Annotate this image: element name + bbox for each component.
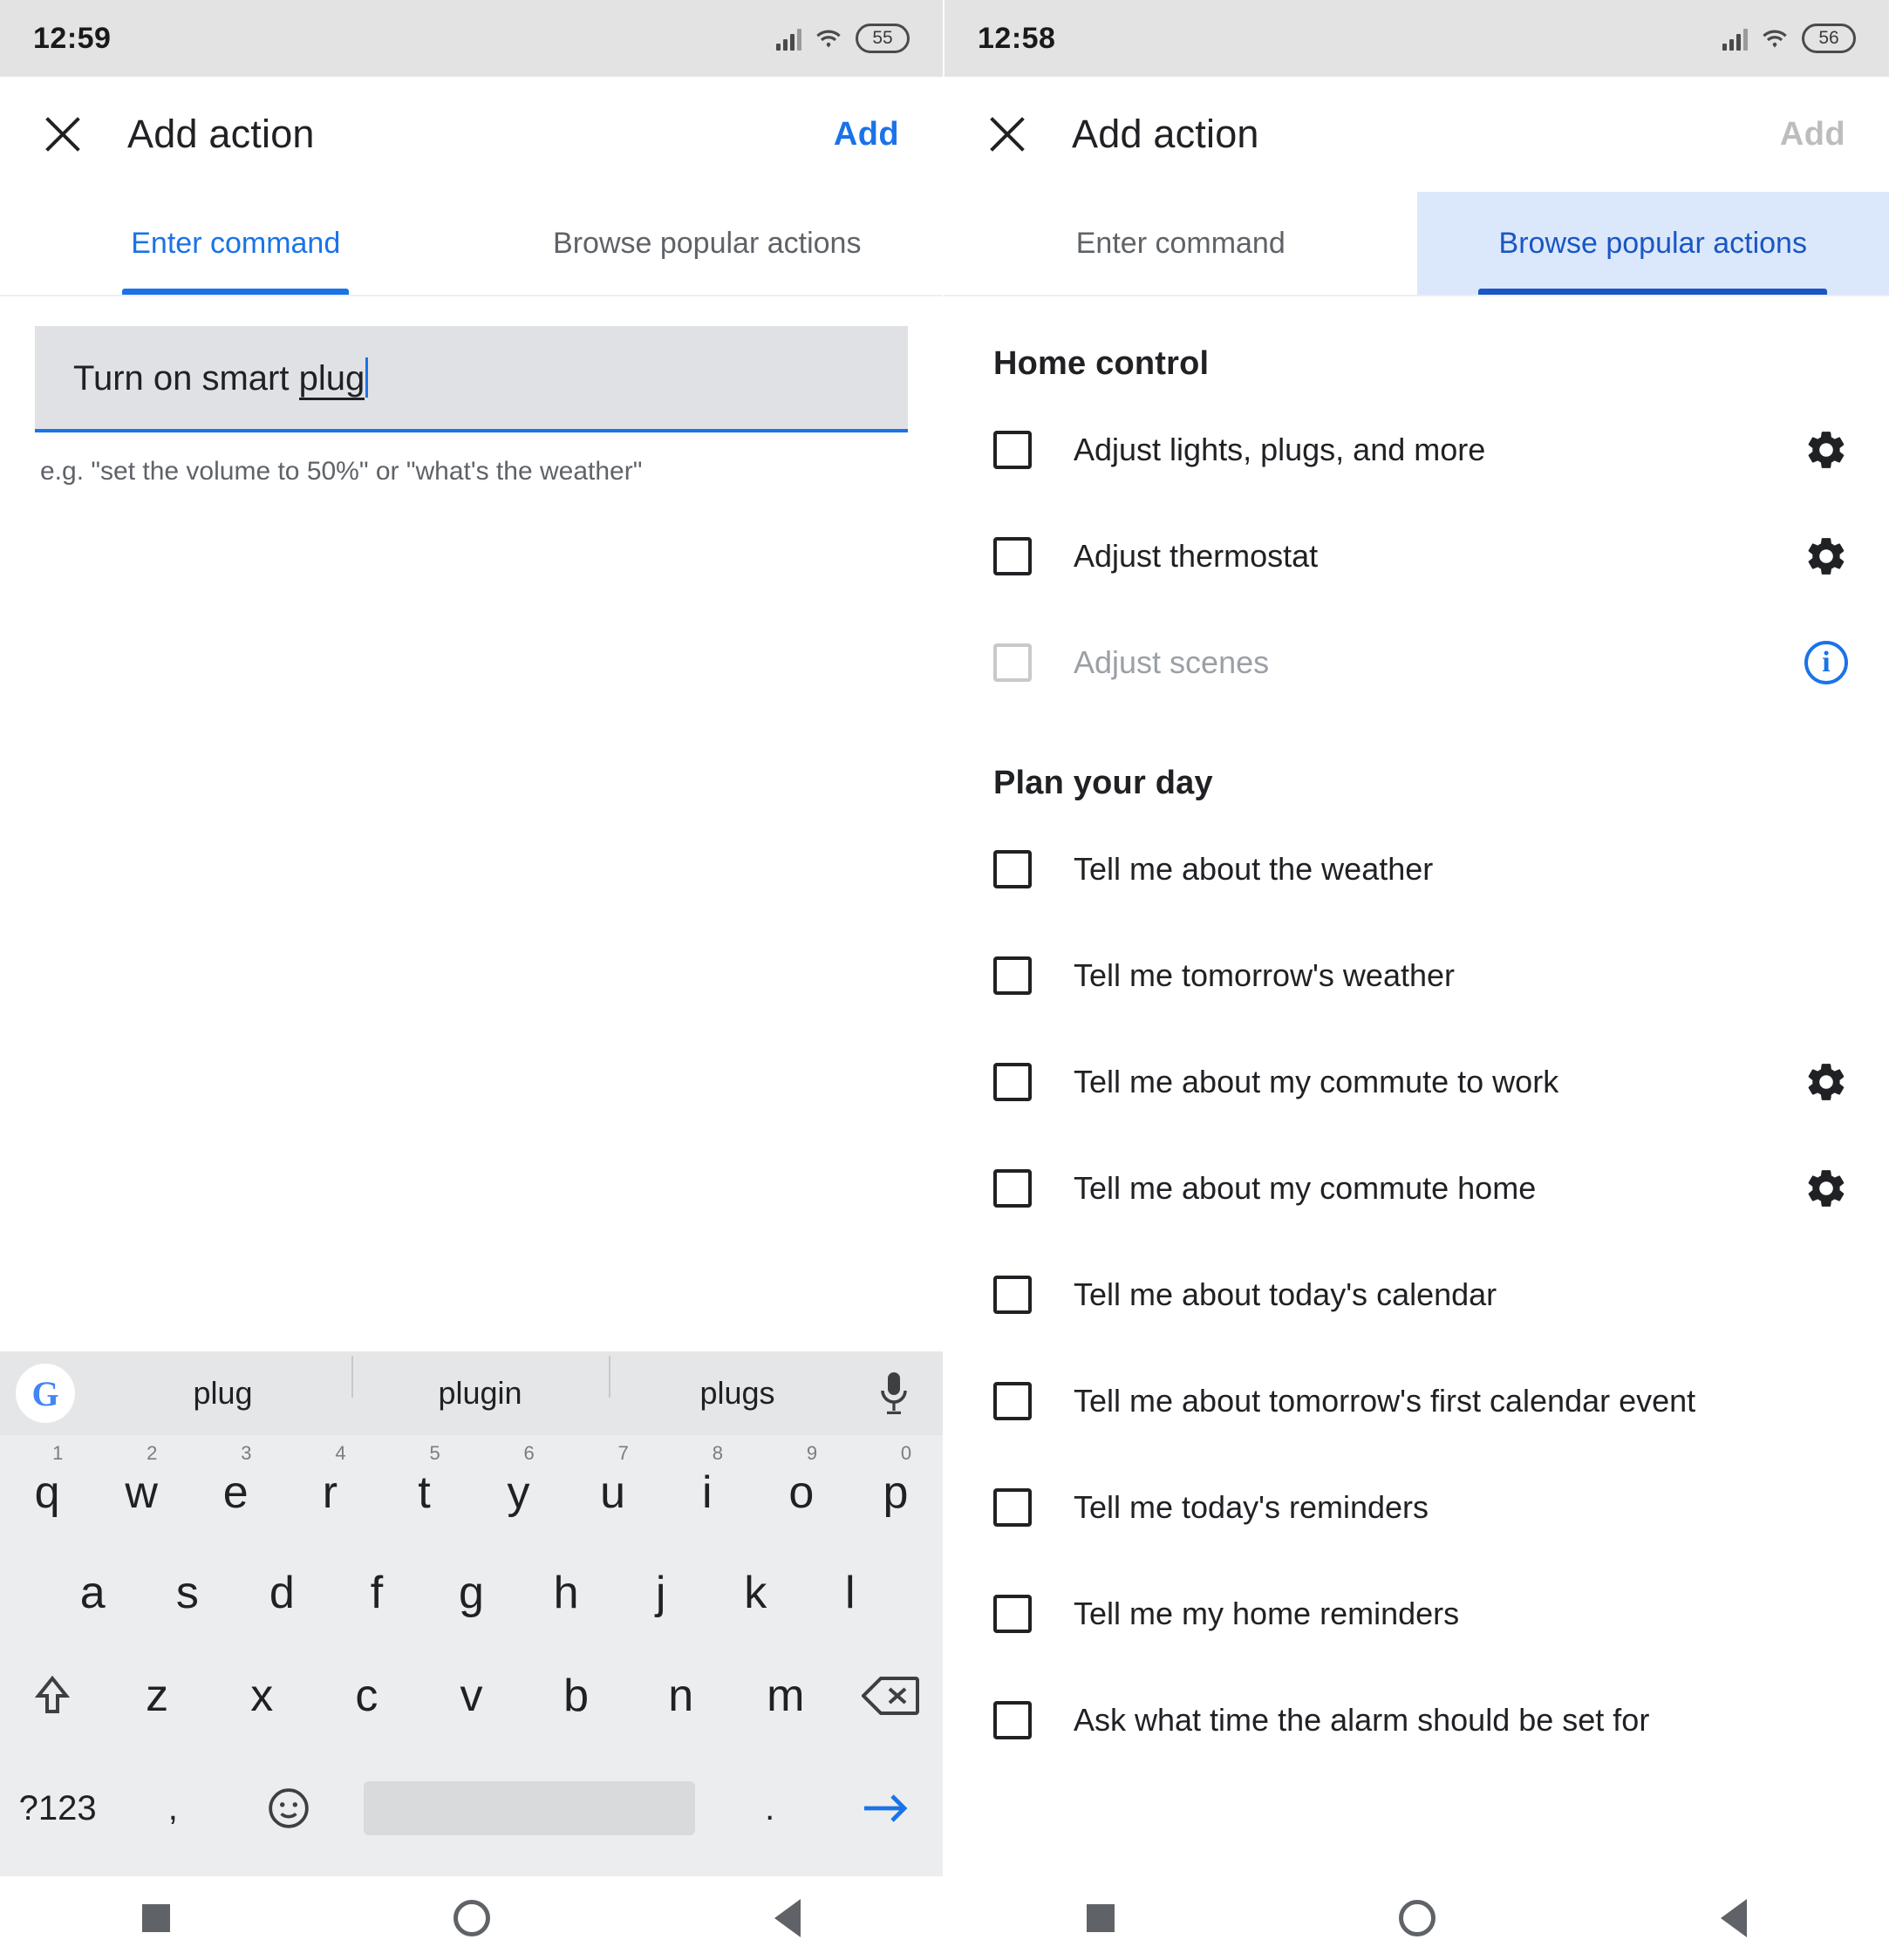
screen-browse-popular-actions bbox=[944, 0, 1889, 1960]
space-bar[interactable] bbox=[346, 1747, 713, 1869]
add-button[interactable]: Add bbox=[833, 115, 899, 153]
tab-label: Enter command bbox=[131, 226, 341, 260]
tab-browse-popular-actions[interactable] bbox=[472, 192, 944, 295]
key-i[interactable] bbox=[660, 1444, 754, 1541]
section-title-plan-your-day: Plan your day bbox=[993, 765, 1213, 801]
key-a[interactable]: a bbox=[79, 1568, 106, 1618]
key-r[interactable] bbox=[283, 1444, 377, 1541]
checkbox[interactable] bbox=[993, 1701, 1032, 1739]
emoji-icon[interactable] bbox=[230, 1747, 345, 1869]
command-hint: e.g. "set the volume to 50%" or "what's the weather" bbox=[40, 457, 643, 486]
key-number: 8 bbox=[712, 1442, 723, 1464]
tab-enter-command[interactable] bbox=[944, 192, 1417, 295]
key-c[interactable]: c bbox=[355, 1671, 378, 1721]
list-item[interactable] bbox=[944, 1029, 1889, 1135]
key-d[interactable]: d bbox=[269, 1568, 295, 1618]
checkbox bbox=[993, 643, 1032, 682]
battery-indicator: 56 bbox=[1802, 24, 1856, 53]
key-z[interactable]: z bbox=[146, 1671, 169, 1721]
app-bar-left bbox=[0, 77, 943, 192]
list-item[interactable] bbox=[944, 1135, 1889, 1242]
list-item[interactable] bbox=[944, 609, 1889, 716]
popular-actions-list bbox=[944, 296, 1889, 1773]
tab-bar-right bbox=[944, 192, 1889, 295]
checkbox[interactable] bbox=[993, 850, 1032, 888]
command-prefix: Turn on smart bbox=[73, 358, 299, 398]
gear-icon[interactable] bbox=[1802, 425, 1851, 474]
back-button[interactable] bbox=[1721, 1899, 1747, 1937]
tab-active-indicator bbox=[122, 289, 349, 295]
checkbox[interactable] bbox=[993, 1595, 1032, 1633]
key-y[interactable] bbox=[472, 1444, 566, 1541]
tab-enter-command[interactable] bbox=[0, 192, 472, 295]
checkbox[interactable] bbox=[993, 431, 1032, 469]
key-number: 5 bbox=[429, 1442, 440, 1464]
key-w[interactable] bbox=[94, 1444, 188, 1541]
key-p[interactable] bbox=[849, 1444, 943, 1541]
backspace-icon[interactable] bbox=[838, 1644, 943, 1747]
status-icon-group bbox=[1722, 24, 1856, 53]
key-t[interactable] bbox=[377, 1444, 471, 1541]
row-trailing-empty bbox=[1802, 951, 1851, 1000]
page-title: Add action bbox=[1072, 112, 1259, 156]
google-logo-icon[interactable]: G bbox=[16, 1364, 75, 1423]
add-button[interactable]: Add bbox=[1779, 115, 1845, 153]
screen-enter-command bbox=[0, 0, 944, 1960]
on-screen-keyboard bbox=[0, 1351, 943, 1876]
checkbox[interactable] bbox=[993, 956, 1032, 995]
key-b[interactable]: b bbox=[563, 1671, 590, 1721]
home-button[interactable] bbox=[1399, 1900, 1436, 1936]
key-number: 2 bbox=[147, 1442, 158, 1464]
suggestion-list bbox=[94, 1375, 866, 1412]
text-caret bbox=[365, 357, 368, 398]
enter-arrow-icon[interactable] bbox=[828, 1747, 943, 1869]
close-icon[interactable] bbox=[35, 106, 91, 162]
list-item-label: Tell me about tomorrow's first calendar event bbox=[1074, 1383, 1696, 1419]
gear-icon[interactable] bbox=[1802, 1058, 1851, 1106]
shift-icon[interactable] bbox=[0, 1644, 105, 1747]
key-number: 3 bbox=[241, 1442, 252, 1464]
list-item[interactable] bbox=[944, 1348, 1889, 1454]
command-entry-area bbox=[0, 296, 943, 487]
key-x[interactable]: x bbox=[250, 1671, 274, 1721]
list-item[interactable] bbox=[944, 503, 1889, 609]
page-title: Add action bbox=[127, 112, 315, 156]
key-label: e bbox=[222, 1467, 249, 1518]
row-trailing-empty bbox=[1802, 1377, 1851, 1426]
gear-icon[interactable] bbox=[1802, 1164, 1851, 1213]
key-v[interactable]: v bbox=[460, 1671, 483, 1721]
tab-bar-left bbox=[0, 192, 943, 295]
key-m[interactable]: m bbox=[767, 1671, 805, 1721]
status-clock: 12:58 bbox=[978, 21, 1056, 55]
key-u[interactable] bbox=[566, 1444, 660, 1541]
status-icon-group bbox=[776, 24, 910, 53]
gear-icon[interactable] bbox=[1802, 532, 1851, 581]
tab-label: Browse popular actions bbox=[553, 226, 862, 260]
close-icon[interactable] bbox=[979, 106, 1035, 162]
wifi-icon bbox=[1760, 26, 1790, 51]
battery-indicator: 55 bbox=[856, 24, 910, 53]
system-nav-bar-left bbox=[0, 1876, 943, 1960]
key-l[interactable]: l bbox=[844, 1568, 856, 1618]
key-n[interactable]: n bbox=[668, 1671, 694, 1721]
key-period[interactable]: . bbox=[765, 1788, 775, 1827]
key-e[interactable] bbox=[188, 1444, 283, 1541]
list-item-label: Tell me tomorrow's weather bbox=[1074, 957, 1456, 993]
list-item[interactable] bbox=[944, 1561, 1889, 1667]
list-item[interactable] bbox=[944, 397, 1889, 503]
checkbox[interactable] bbox=[993, 1063, 1032, 1101]
checkbox[interactable] bbox=[993, 1488, 1032, 1527]
microphone-icon[interactable] bbox=[866, 1371, 922, 1416]
status-bar-right bbox=[944, 0, 1889, 77]
key-s[interactable]: s bbox=[175, 1568, 199, 1618]
key-label: p bbox=[883, 1467, 909, 1518]
key-label: o bbox=[788, 1467, 815, 1518]
list-item[interactable] bbox=[944, 1667, 1889, 1773]
list-item-label: Ask what time the alarm should be set for bbox=[1074, 1702, 1650, 1738]
list-item-label: Tell me about the weather bbox=[1074, 851, 1434, 887]
key-o[interactable] bbox=[754, 1444, 849, 1541]
command-typed-word: plug bbox=[299, 359, 365, 400]
cellular-signal-icon bbox=[776, 26, 801, 51]
key-number: 1 bbox=[52, 1442, 64, 1464]
checkbox[interactable] bbox=[993, 1276, 1032, 1314]
list-item-label: Tell me today's reminders bbox=[1074, 1489, 1429, 1525]
wifi-icon bbox=[814, 26, 843, 51]
section-title-home-control: Home control bbox=[993, 345, 1210, 382]
keyboard-row-2 bbox=[0, 1541, 943, 1644]
checkbox[interactable] bbox=[993, 1382, 1032, 1420]
list-item-label: Adjust thermostat bbox=[1074, 538, 1319, 574]
key-label: r bbox=[322, 1467, 338, 1518]
key-g[interactable]: g bbox=[459, 1568, 484, 1618]
suggestion-item[interactable]: plugin bbox=[351, 1375, 609, 1412]
row-trailing-empty bbox=[1802, 845, 1851, 894]
key-h[interactable]: h bbox=[553, 1568, 579, 1618]
key-f[interactable]: f bbox=[370, 1568, 384, 1618]
tab-label: Browse popular actions bbox=[1498, 226, 1807, 260]
key-label: q bbox=[34, 1467, 60, 1518]
key-symbols[interactable]: ?123 bbox=[18, 1788, 97, 1827]
key-comma[interactable]: , bbox=[167, 1788, 178, 1827]
key-label: t bbox=[418, 1467, 431, 1518]
row-trailing-empty bbox=[1802, 1483, 1851, 1532]
keyboard-row-4 bbox=[0, 1747, 943, 1869]
list-item-label: Tell me my home reminders bbox=[1074, 1596, 1460, 1631]
status-clock: 12:59 bbox=[33, 21, 112, 55]
command-input-text bbox=[73, 357, 368, 398]
suggestion-item[interactable]: plug bbox=[193, 1375, 253, 1411]
tab-browse-popular-actions[interactable] bbox=[1417, 192, 1889, 295]
checkbox[interactable] bbox=[993, 1169, 1032, 1208]
suggestion-strip bbox=[0, 1351, 943, 1435]
row-trailing-empty bbox=[1802, 1696, 1851, 1745]
key-label: w bbox=[125, 1467, 158, 1518]
key-label: u bbox=[600, 1467, 626, 1518]
keyboard-row-3 bbox=[0, 1644, 943, 1747]
command-input[interactable] bbox=[35, 326, 908, 432]
list-item-label: Tell me about my commute to work bbox=[1074, 1064, 1559, 1099]
app-bar-right bbox=[944, 77, 1889, 192]
key-number: 0 bbox=[900, 1442, 912, 1464]
key-q[interactable] bbox=[0, 1444, 94, 1541]
status-bar-left bbox=[0, 0, 943, 77]
list-item[interactable] bbox=[944, 922, 1889, 1029]
key-k[interactable]: k bbox=[744, 1568, 767, 1618]
list-item-label: Adjust scenes bbox=[1074, 644, 1270, 680]
suggestion-item[interactable]: plugs bbox=[609, 1375, 866, 1412]
list-item[interactable] bbox=[944, 1454, 1889, 1561]
row-trailing-empty bbox=[1802, 1589, 1851, 1638]
keyboard-row-1 bbox=[0, 1435, 943, 1541]
key-number: 7 bbox=[617, 1442, 629, 1464]
key-label: y bbox=[507, 1467, 530, 1518]
info-icon[interactable]: i bbox=[1802, 638, 1851, 687]
key-number: 6 bbox=[523, 1442, 535, 1464]
recents-button[interactable] bbox=[142, 1904, 170, 1932]
row-trailing-empty bbox=[1802, 1270, 1851, 1319]
key-j[interactable]: j bbox=[655, 1568, 666, 1618]
home-button[interactable] bbox=[453, 1900, 490, 1936]
cellular-signal-icon bbox=[1722, 26, 1748, 51]
list-item-label: Adjust lights, plugs, and more bbox=[1074, 432, 1486, 467]
key-label: i bbox=[701, 1467, 713, 1518]
key-number: 4 bbox=[335, 1442, 346, 1464]
checkbox[interactable] bbox=[993, 537, 1032, 575]
tab-label: Enter command bbox=[1075, 226, 1285, 260]
list-item-label: Tell me about my commute home bbox=[1074, 1170, 1537, 1206]
back-button[interactable] bbox=[774, 1899, 801, 1937]
list-item[interactable] bbox=[944, 816, 1889, 922]
key-number: 9 bbox=[806, 1442, 818, 1464]
list-item-label: Tell me about today's calendar bbox=[1074, 1276, 1497, 1312]
list-item[interactable] bbox=[944, 1242, 1889, 1348]
system-nav-bar-right bbox=[944, 1876, 1889, 1960]
tab-active-indicator bbox=[1478, 289, 1827, 295]
recents-button[interactable] bbox=[1087, 1904, 1115, 1932]
